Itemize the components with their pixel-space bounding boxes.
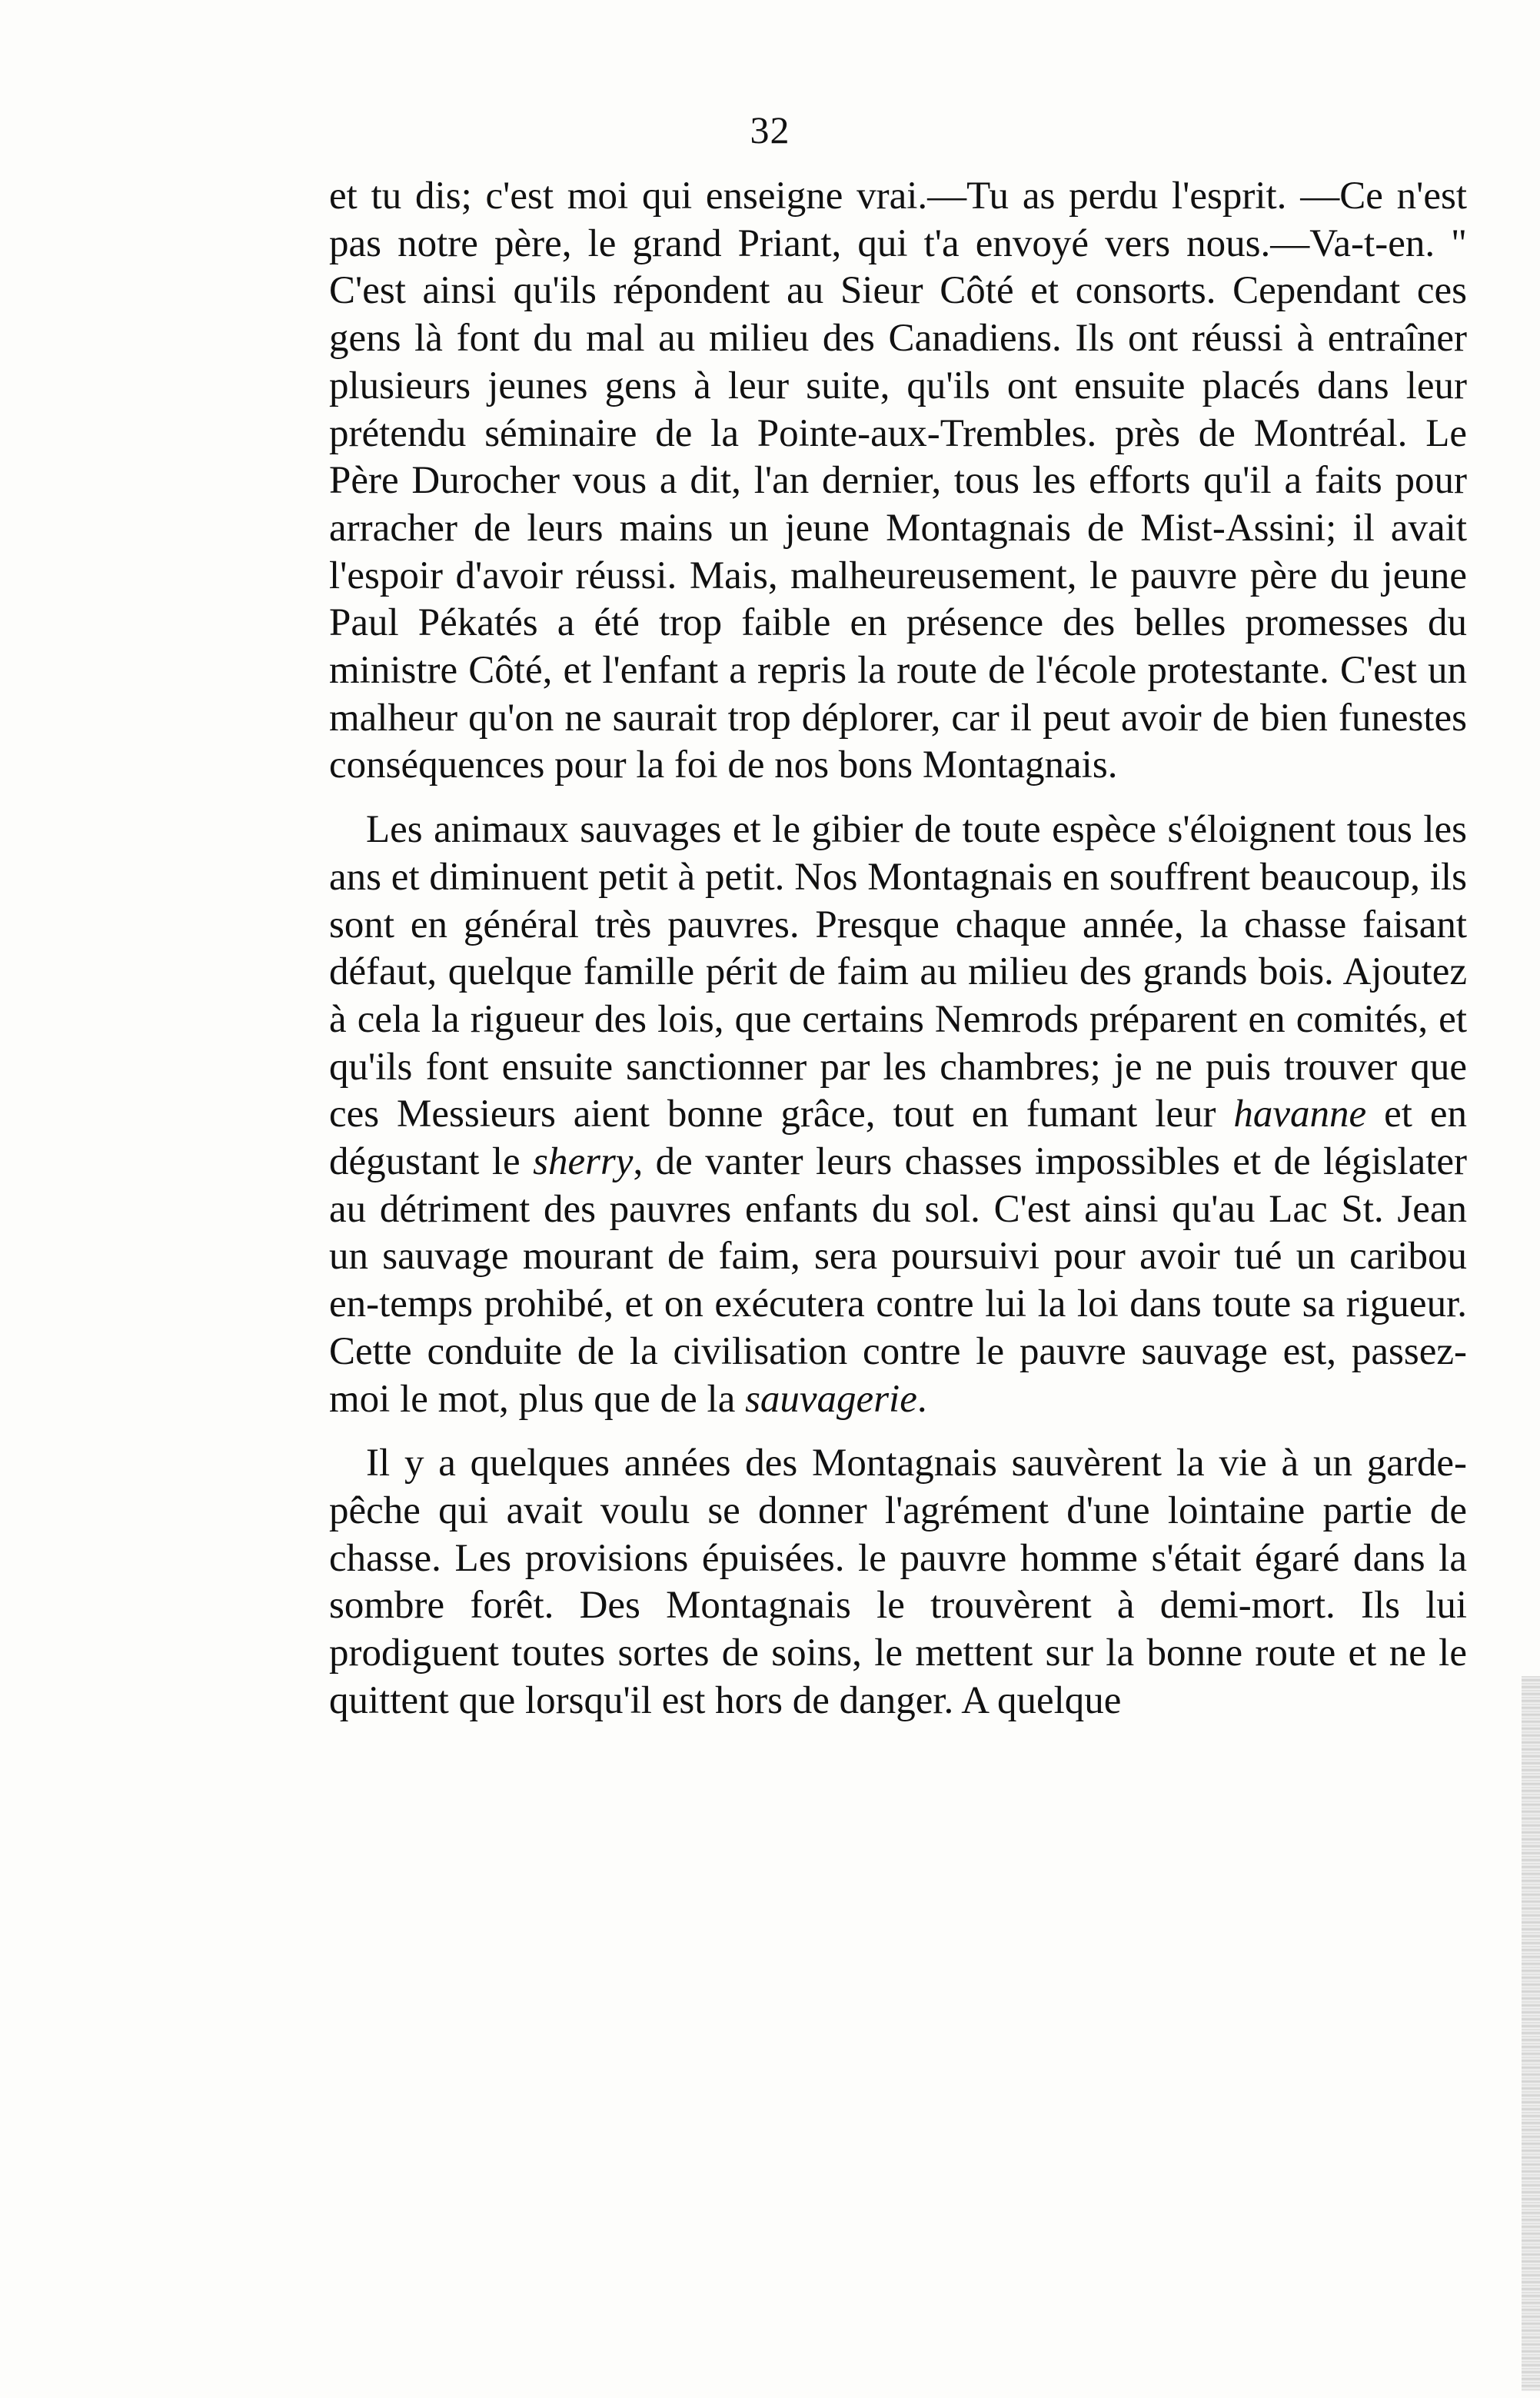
paragraph-2-segment-1: Les animaux sauvages et le gibier de toute espèce s'éloignent tous les ans et diminuent petit à petit. Nos Montagnais en souffrent beaucoup, ils sont en général très pauvres. Presque chaque année, la chasse faisant défaut, quelque famille périt de faim au milieu des grands bois. Ajoutez à cela la rigueur des lois, que certains Nemrods préparent en comités, et qu'ils font ensuite sanctionner par les chambres; je ne puis trouver que ces Messieurs aient bonne grâce, tout en fumant leur: [329, 808, 1467, 1136]
italic-sauvagerie: sauvagerie: [745, 1377, 917, 1421]
paragraph-1: et tu dis; c'est moi qui enseigne vrai.—Tu as perdu l'esprit. —Ce n'est pas notre père, le grand Priant, qui t'a envoyé vers nous.—Va-t-en. " C'est ainsi qu'ils répondent au Sieur Côté et consorts. Cependant ces gens là font du mal au milieu des Canadiens. Ils ont réussi à entraîner plusieurs jeunes gens à leur suite, qu'ils ont ensuite placés dans leur prétendu séminaire de la Pointe-aux-Trembles. près de Montréal. Le Père Durocher vous a dit, l'an dernier, tous les efforts qu'il a faits pour arracher de leurs mains un jeune Montagnais de Mist-Assini; il avait l'espoir d'avoir réussi. Mais, malheureusement, le pauvre père du jeune Paul Pékatés a été trop faible en présence des belles promesses du ministre Côté, et l'enfant a repris la route de l'école protestante. C'est un malheur qu'on ne saurait trop déplorer, car il peut avoir de bien funestes conséquences pour la foi de nos bons Montagnais.: [329, 175, 1467, 787]
paragraph-2-segment-3: , de vanter leurs chasses impossibles et de législater au détriment des pauvres enfants du sol. C'est ainsi qu'au Lac St. Jean un sauvage mourant de faim, sera poursuivi pour avoir tué un caribou en-temps prohibé, et on exécutera contre lui la loi dans toute sa rigueur. Cette conduite de la civilisation contre le pauvre sauvage est, passez-moi le mot, plus que de la: [329, 1140, 1467, 1421]
paragraph-2-segment-4: .: [916, 1377, 927, 1421]
italic-sherry: sherry: [533, 1140, 634, 1184]
text-body: [329, 173, 1467, 1725]
paragraph-2: [329, 807, 1467, 1423]
paragraph-2-segment-2: et en dégustant le: [329, 1093, 1468, 1184]
italic-havanne: havanne: [1233, 1093, 1367, 1136]
scan-edge-artifact: [1522, 1676, 1540, 2391]
paragraph-3: Il y a quelques années des Montagnais sauvèrent la vie à un garde-pêche qui avait voulu se donner l'agrément d'une lointaine partie de chasse. Les provisions épuisées. le pauvre homme s'était égaré dans la sombre forêt. Des Montagnais le trouvèrent à demi-mort. Ils lui prodiguent toutes sortes de soins, le mettent sur la bonne route et ne le quittent que lorsqu'il est hors de danger. A quelque: [329, 1442, 1467, 1722]
page-number: 32: [750, 108, 790, 151]
